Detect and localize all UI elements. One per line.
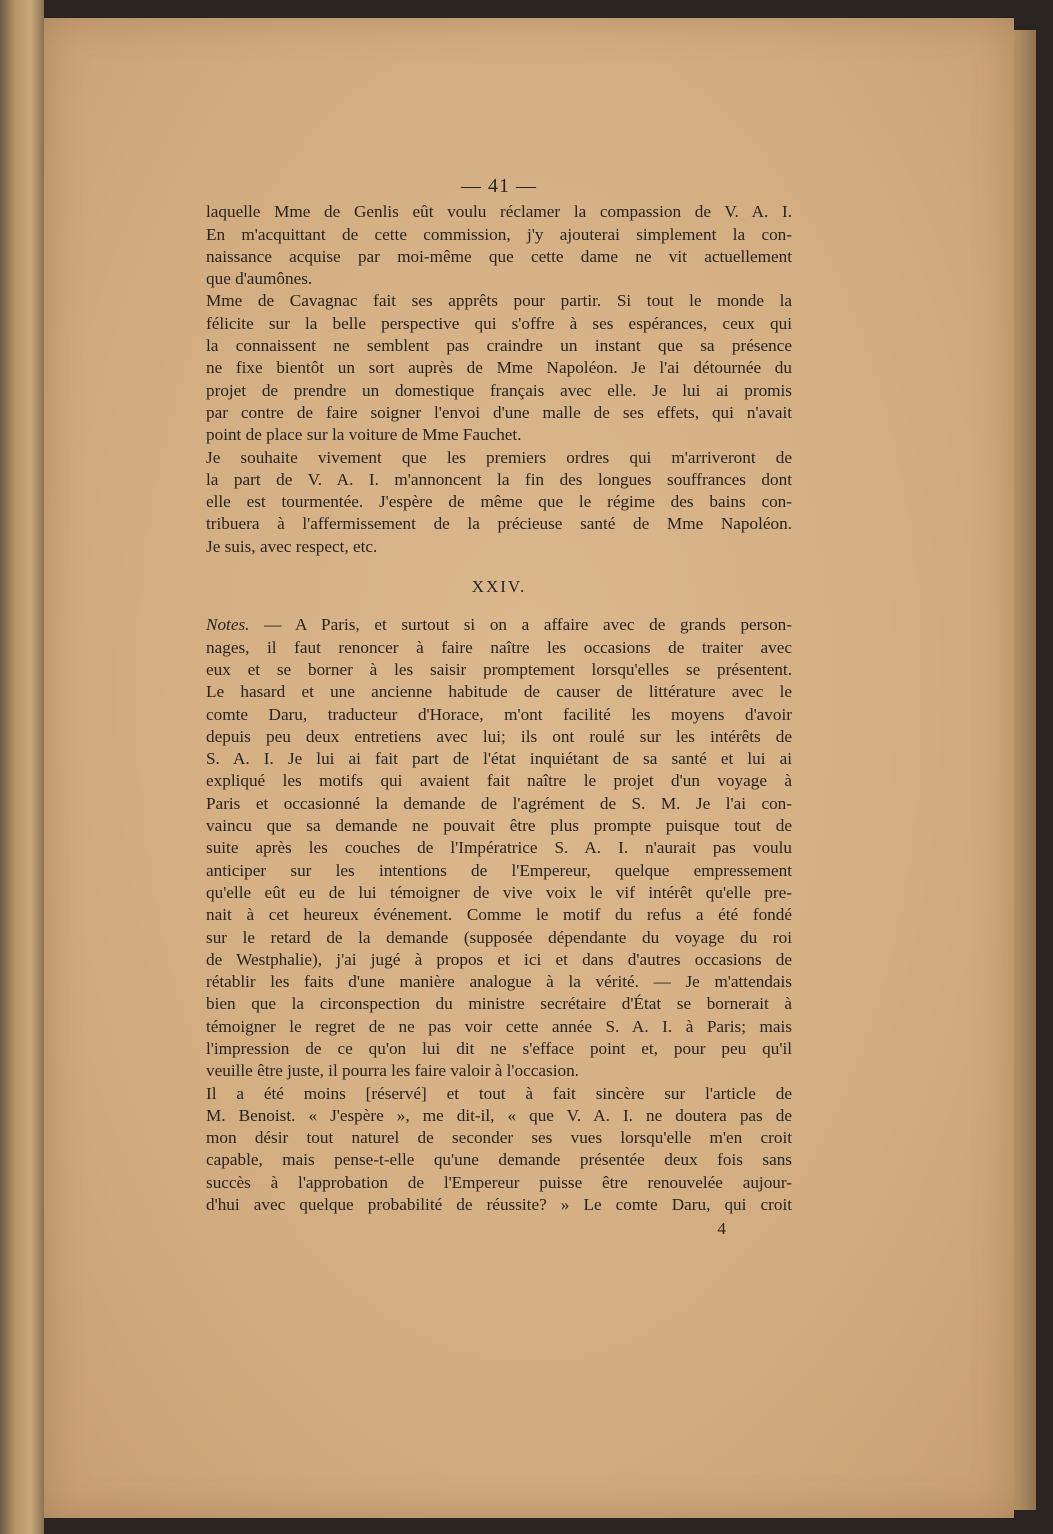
book-binding [0, 0, 44, 1534]
text-line: qu'elle eût eu de lui témoigner de vive voix le vif intérêt qu'elle pre- [206, 882, 792, 902]
text-line: la connaissent ne semblent pas craindre un instant que sa présence [206, 336, 792, 356]
text-line: félicite sur la belle perspective qui s'offre à ses espérances, ceux qui [206, 313, 792, 333]
text-line: suite après les couches de l'Impératrice S. A. I. n'aurait pas voulu [206, 838, 792, 858]
text-line: mon désir tout naturel de seconder ses vues lorsqu'elle m'en croit [206, 1128, 792, 1148]
text-line: M. Benoist. « J'espère », me dit-il, « que V. A. I. ne doutera pas de [206, 1105, 792, 1125]
text-line: tribuera à l'affermissement de la précieuse santé de Mme Napoléon. [206, 514, 792, 534]
paragraph-2 [206, 290, 792, 446]
paragraph-4 [206, 536, 792, 558]
text-line: ne fixe bientôt un sort auprès de Mme Napoléon. Je l'ai détournée du [206, 358, 792, 378]
text-line: Je souhaite vivement que les premiers ordres qui m'arriveront de [206, 447, 792, 467]
text-line: capable, mais pense-t-elle qu'une demande présentée deux fois sans [206, 1150, 792, 1170]
text-line: succès à l'approbation de l'Empereur puisse être renouvelée aujour- [206, 1172, 792, 1192]
text-line: vaincu que sa demande ne pouvait être plus prompte puisque tout de [206, 816, 792, 836]
text-line: d'hui avec quelque probabilité de réussite? » Le comte Daru, qui croit [206, 1195, 792, 1215]
signature-mark: 4 [717, 1219, 726, 1239]
text-line: nait à cet heureux événement. Comme le motif du refus a été fondé [206, 905, 792, 925]
text-line: l'impression de ce qu'on lui dit ne s'efface point et, pour peu qu'il [206, 1038, 792, 1058]
paragraph-5 [206, 614, 792, 1082]
text-line: de Westphalie), j'ai jugé à propos et ici et dans d'autres occasions de [206, 949, 792, 969]
text-line: Mme de Cavagnac fait ses apprêts pour partir. Si tout le monde la [206, 291, 792, 311]
text-line: comte Daru, traducteur d'Horace, m'ont facilité les moyens d'avoir [206, 704, 792, 724]
section-heading: XXIV. [471, 577, 527, 597]
text-line: rétablir les faits d'une manière analogue à la vérité. — Je m'attendais [206, 972, 792, 992]
text-line: eux et se borner à les saisir promptement lorsqu'elles se présentent. [206, 659, 792, 679]
text-line: nages, il faut renoncer à faire naître les occasions de traiter avec [206, 637, 792, 657]
paragraph-3 [206, 447, 792, 536]
page-folio: — 41 — [461, 175, 537, 197]
text-fragment: — A Paris, et surtout si on a affaire avec de grands person- [249, 615, 792, 635]
text-line: Paris et occasionné la demande de l'agrément de S. M. Je l'ai con- [206, 793, 792, 813]
text-line: expliqué les motifs qui avaient fait naître le projet d'un voyage à [206, 771, 792, 791]
text-line: la part de V. A. I. m'annoncent la fin des longues souffrances dont [206, 469, 792, 489]
text-line: elle est tourmentée. J'espère de même que le régime des bains con- [206, 492, 792, 512]
page-content [206, 175, 792, 1241]
text-line: laquelle Mme de Genlis eût voulu réclamer la compassion de V. A. I. [206, 202, 792, 222]
text-line: naissance acquise par moi-même que cette dame ne vit actuellement [206, 246, 792, 266]
text-line: veuille être juste, il pourra les faire valoir à l'occasion. [206, 1061, 579, 1081]
text-line: En m'acquittant de cette commission, j'y ajouterai simplement la con- [206, 224, 792, 244]
text-line: point de place sur la voiture de Mme Fauchet. [206, 425, 522, 445]
text-line: anticiper sur les intentions de l'Empereur, quelque empressement [206, 860, 792, 880]
text-line-first [206, 614, 792, 636]
notes-lead: Notes. [206, 615, 250, 635]
text-line: Le hasard et une ancienne habitude de causer de littérature avec le [206, 682, 792, 702]
text-line: témoigner le regret de ne pas voir cette année S. A. I. à Paris; mais [206, 1016, 792, 1036]
text-line: depuis peu deux entretiens avec lui; ils ont roulé sur les intérêts de [206, 726, 792, 746]
text-line: bien que la circonspection du ministre secrétaire d'État se bornerait à [206, 994, 792, 1014]
text-line: S. A. I. Je lui ai fait part de l'état inquiétant de sa santé et lui ai [206, 749, 792, 769]
paragraph-1 [206, 201, 792, 290]
paragraph-6 [206, 1083, 792, 1217]
text-line: par contre de faire soigner l'envoi d'une malle de ses effets, qui n'avait [206, 402, 792, 422]
text-line: Il a été moins [réservé] et tout à fait sincère sur l'article de [206, 1083, 792, 1103]
text-line: projet de prendre un domestique français avec elle. Je lui ai promis [206, 380, 792, 400]
text-line: que d'aumônes. [206, 269, 313, 289]
text-line: Je suis, avec respect, etc. [206, 536, 378, 556]
text-line: sur le retard de la demande (supposée dépendante du voyage du roi [206, 927, 792, 947]
